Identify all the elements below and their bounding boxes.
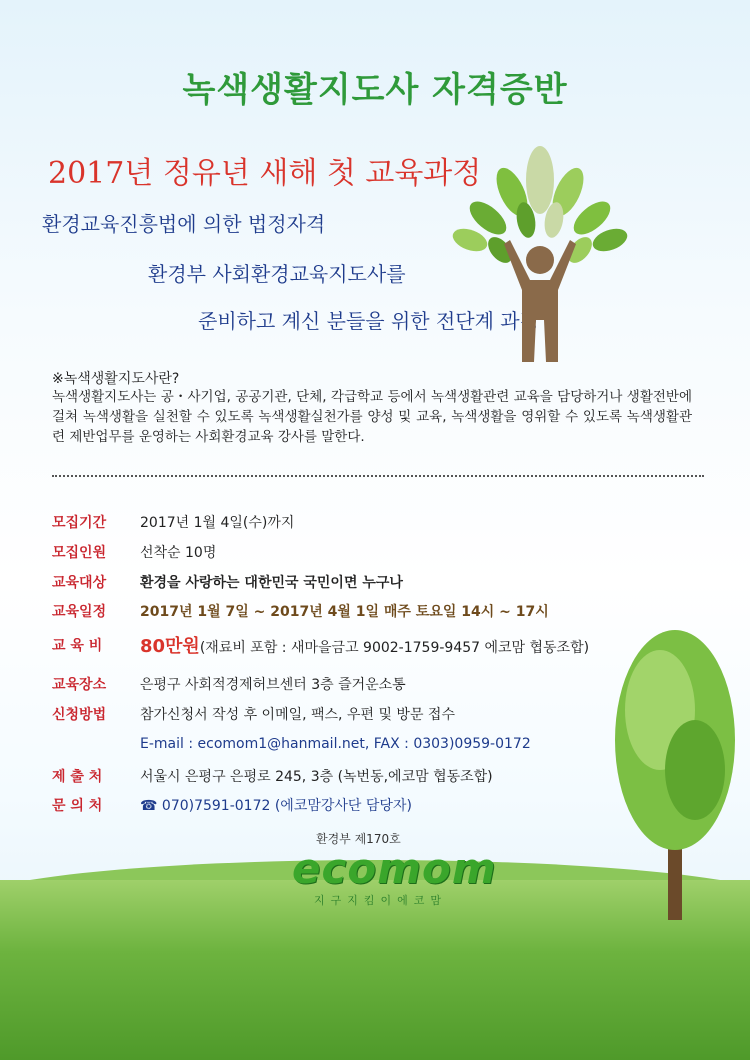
page-title: 녹색생활지도사 자격증반 [182, 70, 568, 110]
tagline-3: 준비하고 계신 분들을 위한 전단계 과정 [198, 309, 539, 333]
logo-subtitle: 지구지킴이에코맘 [314, 894, 448, 907]
email-fax[interactable]: E-mail : ecomom1@hanmail.net, FAX : 0303)0959-0172 [140, 736, 531, 752]
place-label: 교육장소 [52, 677, 107, 693]
schedule-value: 2017년 1월 7일 ~ 2017년 4월 1일 매주 토요일 14시 ~ 17시 [140, 604, 549, 620]
count-label: 모집인원 [52, 545, 107, 561]
subtitle: 2017년 정유년 새해 첫 교육과정 [48, 156, 482, 191]
place-value: 은평구 사회적경제허브센터 3층 즐거운소통 [140, 677, 406, 693]
logo-registration: 환경부 제170호 [316, 832, 401, 846]
count-value: 선착순 10명 [140, 545, 217, 561]
fee-label: 교 육 비 [52, 638, 103, 654]
inquiry-label: 문 의 처 [52, 798, 103, 814]
definition-question: ※녹색생활지도사란? [52, 371, 180, 387]
ecomom-logo [292, 830, 497, 910]
schedule-label: 교육일정 [52, 604, 107, 620]
fee-note: (재료비 포함 : 새마을금고 9002-1759-9457 에코맘 협동조합) [199, 640, 590, 656]
apply-label: 신청방법 [52, 707, 107, 723]
tagline-1: 환경교육진흥법에 의한 법정자격 [42, 212, 326, 236]
target-label: 교육대상 [52, 575, 107, 591]
period-value: 2017년 1월 4일(수)까지 [140, 515, 295, 531]
phone-icon: ☎ [140, 798, 158, 814]
eco-tree-person-illustration [440, 140, 640, 370]
submit-value: 서울시 은평구 은평로 245, 3층 (녹번동,에코맘 협동조합) [140, 769, 493, 785]
fee-amount: 80만원 [140, 636, 200, 657]
dotted-divider [52, 475, 704, 477]
period-label: 모집기간 [52, 515, 107, 531]
submit-label: 제 출 처 [52, 769, 103, 785]
tagline-2: 환경부 사회환경교육지도사를 [148, 262, 406, 286]
definition-text: 녹색생활지도사는 공・사기업, 공공기관, 단체, 각급학교 등에서 녹색생활관련 교육을 담당하거나 생활전반에 걸쳐 녹색생활을 실천할 수 있도록 녹색생활실천가를 양성 및 교육, 녹색생활을 영위할 수 있도록 녹색생활관련 제반업무를 운영하는 사회환경교육 강사를 말한다. [52, 389, 692, 445]
fee-value [140, 632, 589, 658]
target-value: 환경을 사랑하는 대한민국 국민이면 누구나 [140, 575, 403, 591]
inquiry-text: 070)7591-0172 (에코맘강사단 담당자) [161, 798, 412, 814]
inquiry-value [140, 795, 412, 815]
tree-illustration [600, 600, 750, 930]
logo-wordmark: ecomom [292, 844, 497, 893]
apply-value: 참가신청서 작성 후 이메일, 팩스, 우편 및 방문 접수 [140, 707, 455, 723]
